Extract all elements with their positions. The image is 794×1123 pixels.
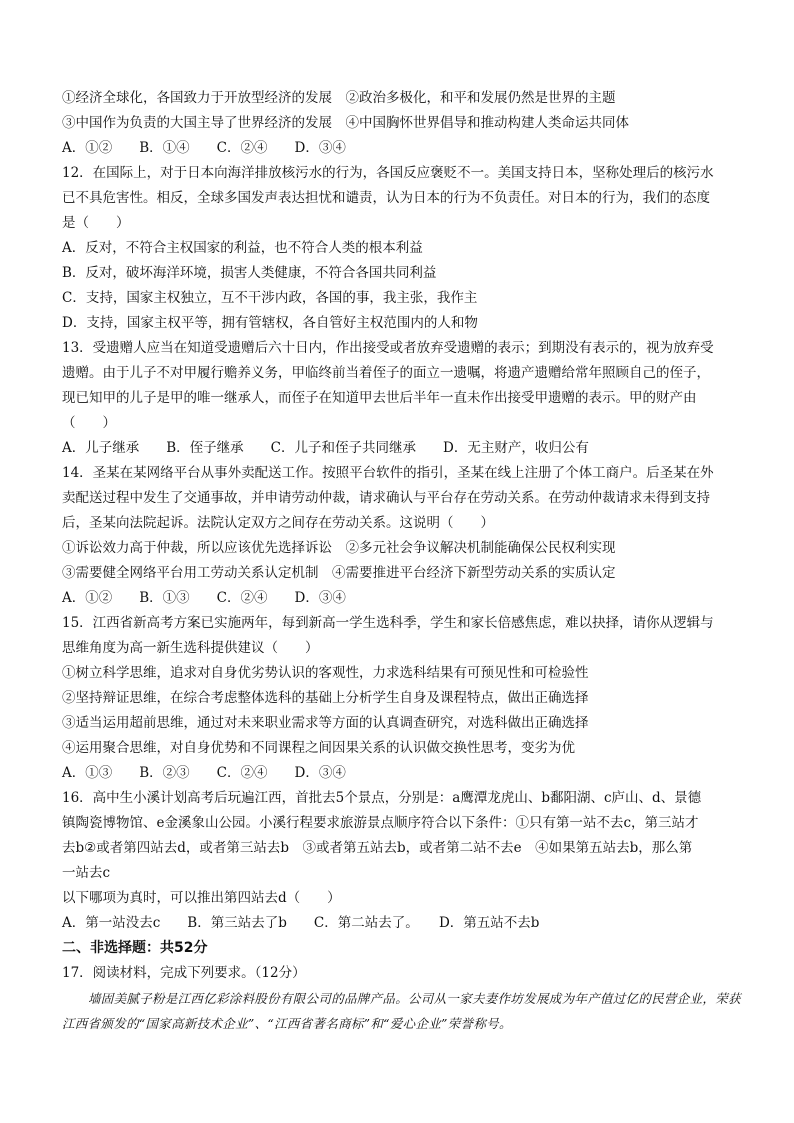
text-line: ①树立科学思维，追求对自身优劣势认识的客观性，力求选科结果有可预见性和可检验性 bbox=[62, 665, 589, 681]
text-line: 去b②或者第四站去d，或者第三站去b ③或者第五站去b，或者第二站不去e ④如果第五站去b，那么第 bbox=[62, 840, 693, 856]
text-line: 遗赠。由于儿子不对甲履行赡养义务，甲临终前当着侄子的面立一遗嘱，将遗产遗赠给常年照顾自己的侄子， bbox=[62, 365, 710, 381]
text-line: ①诉讼效力高于仲裁，所以应该优先选择诉讼 ②多元社会争议解决机制能确保公民权利实现 bbox=[62, 540, 616, 556]
text-line: 现已知甲的儿子是甲的唯一继承人，而侄子在知道甲去世后半年一直未作出接受甲遗赠的表示。甲的财产由 bbox=[62, 390, 697, 406]
text-line: 14．圣某在某网络平台从事外卖配送工作。按照平台软件的指引，圣某在线上注册了个体工商户。后圣某在外 bbox=[62, 465, 714, 481]
text-line: C．支持，国家主权独立，互不干涉内政，各国的事，我主张，我作主 bbox=[62, 290, 478, 306]
question-17: 17．阅读材料，完成下列要求。（12分） bbox=[62, 965, 306, 981]
text-line: 以下哪项为真时，可以推出第四站去d（ ） bbox=[62, 890, 341, 906]
exam-page bbox=[62, 86, 742, 1036]
text-line: 15．江西省新高考方案已实施两年，每到新高一学生选科季，学生和家长倍感焦虑，难以抉择，请你从逻辑与 bbox=[62, 615, 714, 631]
section-title: 二、非选择题：共52分 bbox=[62, 940, 208, 956]
text-line: ①经济全球化，各国致力于开放型经济的发展 ②政治多极化，和平和发展仍然是世界的主题 bbox=[62, 90, 616, 106]
text-line: ④运用聚合思维，对自身优势和不同课程之间因果关系的认识做交换性思考，变劣为优 bbox=[62, 740, 575, 756]
text-line: ③适当运用超前思维，通过对未来职业需求等方面的认真调查研究，对选科做出正确选择 bbox=[62, 715, 589, 731]
text-line: B．反对，破坏海洋环境，损害人类健康，不符合各国共同利益 bbox=[62, 265, 437, 281]
text-line: 思维角度为高一新生选科提供建议（ ） bbox=[62, 640, 319, 656]
text-line: A．反对，不符合主权国家的利益，也不符合人类的根本利益 bbox=[62, 240, 423, 256]
text-line: ③需要健全网络平台用工劳动关系认定机制 ④需要推进平台经济下新型劳动关系的实质认定 bbox=[62, 565, 616, 581]
text-line: 16．高中生小溪计划高考后玩遍江西，首批去5个景点，分别是：a鹰潭龙虎山、b鄱阳湖、c庐山、d、景德 bbox=[62, 790, 702, 806]
question-lines bbox=[62, 86, 742, 936]
text-line: 一站去c bbox=[62, 865, 111, 881]
text-line: D．支持，国家主权平等，拥有管辖权，各自管好主权范围内的人和物 bbox=[62, 315, 478, 331]
text-line: ②坚持辩证思维，在综合考虑整体选科的基础上分析学生自身及课程特点，做出正确选择 bbox=[62, 690, 589, 706]
text-line: 12．在国际上，对于日本向海洋排放核污水的行为，各国反应褒贬不一。美国支持日本，坚称处理后的核污水 bbox=[62, 165, 714, 181]
text-line: 后，圣某向法院起诉。法院认定双方之间存在劳动关系。这说明（ ） bbox=[62, 515, 494, 531]
reading-passage: 墙固美腻子粉是江西亿彩涂料股份有限公司的品牌产品。公司从一家夫妻作坊发展成为年产值过亿的民营企业，荣获江西省颁发的“国家高新技术企业”、“江西省著名商标”和“爱心企业”荣誉称号。 bbox=[62, 991, 741, 1031]
text-line: A．儿子继承 B．侄子继承 C．儿子和侄子共同继承 D．无主财产，收归公有 bbox=[62, 440, 589, 456]
text-line: 已不具危害性。相反，全球多国发声表达担忧和谴责，认为日本的行为不负责任。对日本的行为，我们的态度 bbox=[62, 190, 710, 206]
text-line: （ ） bbox=[62, 415, 116, 431]
text-line: ③中国作为负责的大国主导了世界经济的发展 ④中国胸怀世界倡导和推动构建人类命运共同体 bbox=[62, 115, 629, 131]
text-line: A．①③ B．②③ C．②④ D．③④ bbox=[62, 765, 346, 781]
text-line: A．①② B．①③ C．②④ D．③④ bbox=[62, 590, 346, 606]
text-line: 13．受遗赠人应当在知道受遗赠后六十日内，作出接受或者放弃受遗赠的表示；到期没有表示的，视为放弃受 bbox=[62, 340, 714, 356]
text-line: A．第一站没去c B．第三站去了b C．第二站去了。 D．第五站不去b bbox=[62, 915, 540, 931]
text-line: A．①② B．①④ C．②④ D．③④ bbox=[62, 140, 346, 156]
text-line: 镇陶瓷博物馆、e金溪象山公园。小溪行程要求旅游景点顺序符合以下条件：①只有第一站不去c，第三站才 bbox=[62, 815, 699, 831]
text-line: 卖配送过程中发生了交通事故，并申请劳动仲裁，请求确认与平台存在劳动关系。在劳动仲裁请求未得到支持 bbox=[62, 490, 710, 506]
text-line: 是（ ） bbox=[62, 215, 130, 231]
